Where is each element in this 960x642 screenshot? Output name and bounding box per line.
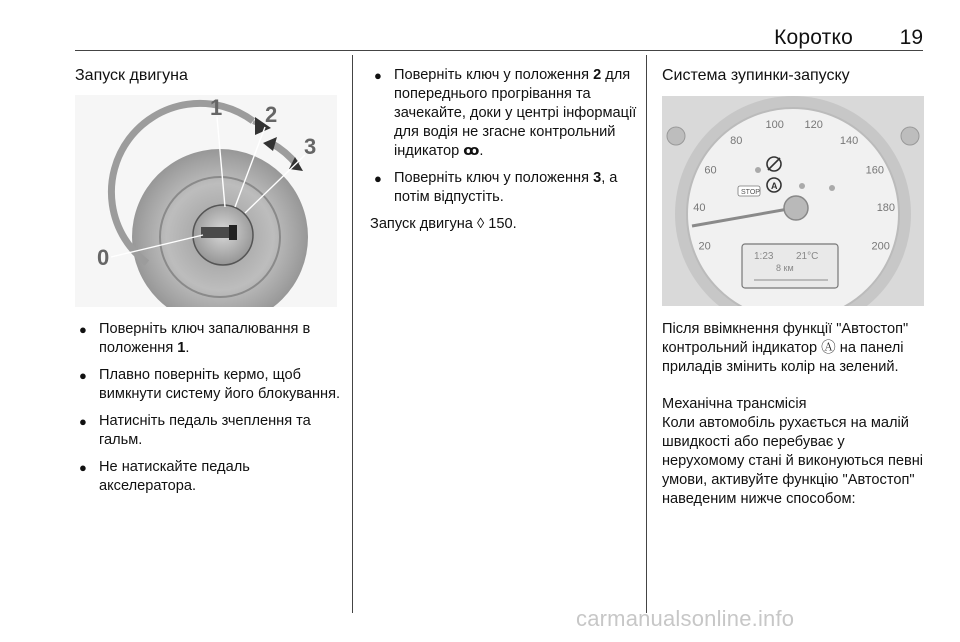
column-stop-start — [662, 66, 927, 96]
ignition-figure — [75, 95, 337, 307]
cluster-figure — [662, 96, 924, 306]
cross-reference[interactable]: Запуск двигуна ◊ 150. — [370, 216, 517, 232]
stop-label: STOP — [741, 189, 760, 196]
display-odometer: 8 км — [776, 263, 794, 273]
speed-tick-label: 140 — [839, 135, 859, 148]
list-item: ● Натисніть педаль зчеплення та гальм. — [79, 413, 311, 448]
engine-start-steps — [75, 320, 347, 504]
speed-tick-label: 100 — [765, 119, 784, 132]
position-label-0: 0 — [97, 245, 110, 270]
list-item: ● Поверніть ключ у положення 3, а потім відпустіть. — [374, 170, 618, 205]
column-engine-start-continued — [370, 66, 638, 234]
list-item: ● Поверніть ключ у положення 2 для попереднього прогрівання та зачекайте, доки у центрі інформації для водія не згасне контрольний індикатор ꝏ. — [374, 67, 637, 159]
speed-tick-label: 60 — [704, 164, 717, 177]
speed-tick-label: 40 — [693, 201, 706, 214]
list-item: ● Плавно поверніть кермо, щоб вимкнути систему його блокування. — [79, 367, 341, 402]
paragraph: Після ввімкнення функції "Автостоп" контрольний індикатор Ⓐ на панелі приладів змінить колір на зелений. — [662, 321, 909, 375]
column-engine-start — [75, 66, 345, 96]
list-item: ● Не натискайте педаль акселератора. — [79, 459, 250, 494]
display-temperature: 21°C — [796, 251, 819, 262]
page-number: 19 — [899, 26, 923, 49]
ignition-switch-illustration — [75, 95, 337, 307]
page-title: Коротко — [774, 26, 853, 49]
list-item: ● Поверніть ключ запалювання в положення 1. — [79, 321, 311, 356]
needle-hub — [784, 196, 808, 220]
position-label-1: 1 — [210, 95, 223, 120]
key-notch — [229, 225, 237, 240]
speed-tick-label: 20 — [698, 240, 711, 253]
subheading: Механічна трансмісія — [662, 396, 807, 412]
preheat-indicator-icon: ꝏ — [463, 143, 480, 159]
speed-tick-label: 200 — [871, 240, 890, 253]
display-time: 1:23 — [754, 251, 774, 262]
column-divider — [646, 55, 647, 613]
speed-tick-label: 160 — [865, 164, 884, 177]
paragraph: Коли автомобіль рухається на малій швидкості або перебуває у нерухомому стані й виконуються певні умови, активуйте функцію "Автостоп" наведеним нижче способом: — [662, 415, 924, 507]
position-label-3: 3 — [304, 134, 317, 159]
section-heading: Система зупинки-запуску — [662, 67, 850, 84]
page-header — [75, 26, 923, 48]
autostop-indicator-icon: Ⓐ — [821, 340, 836, 356]
watermark: carmanualsonline.info — [576, 606, 795, 631]
svg-text:A: A — [771, 181, 778, 191]
stop-start-text — [662, 320, 930, 519]
section-heading: Запуск двигуна — [75, 67, 188, 84]
position-label-2: 2 — [265, 102, 278, 127]
speed-tick-label: 180 — [876, 201, 896, 214]
page-ref-arrow-icon: ◊ — [476, 216, 485, 232]
instrument-cluster-illustration — [662, 96, 924, 306]
speed-tick-label: 120 — [804, 119, 823, 132]
speed-tick-label: 80 — [730, 135, 743, 148]
column-divider — [352, 55, 353, 613]
header-rule — [75, 50, 923, 51]
